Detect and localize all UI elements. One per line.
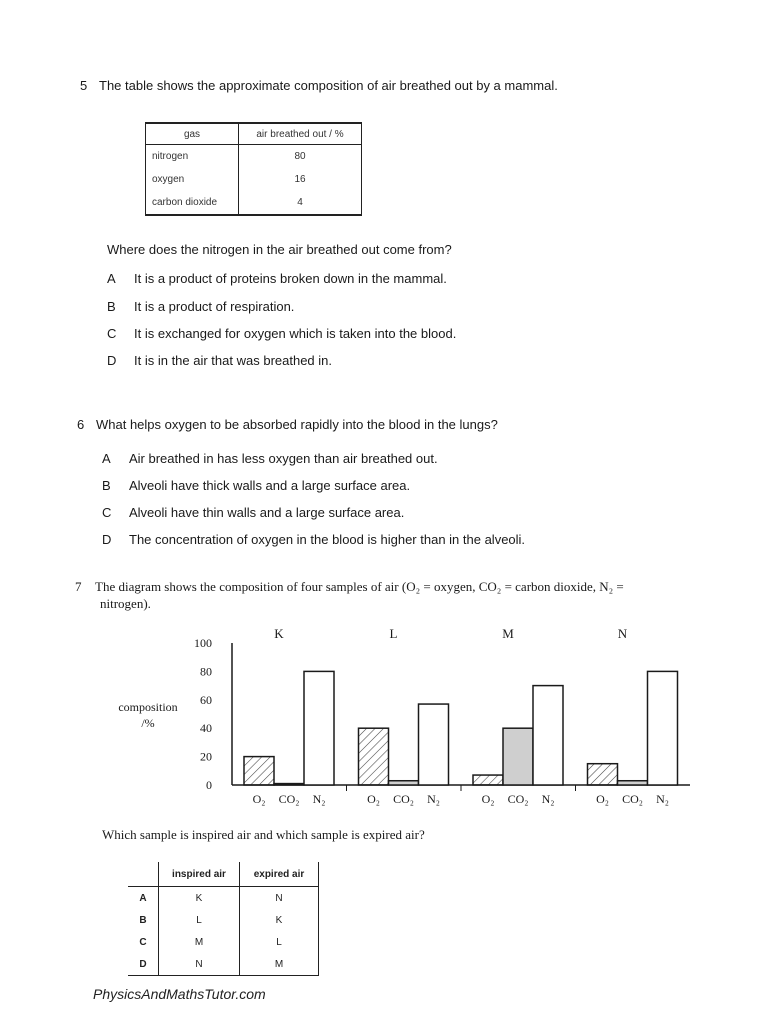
- bar-L-0: [359, 728, 389, 785]
- bar-K-2: [304, 671, 334, 785]
- q6-stem: What helps oxygen to be absorbed rapidly into the blood in the lungs?: [96, 417, 498, 432]
- y-tick-label: 100: [194, 636, 212, 650]
- x-category-label: N₂: [656, 792, 669, 806]
- x-category-label: N₂: [312, 792, 326, 806]
- y-tick-label: 80: [200, 664, 212, 679]
- bar-K-0: [244, 757, 274, 785]
- y-axis-label: composition: [118, 700, 178, 714]
- table-header-inspired: inspired air: [159, 862, 240, 887]
- x-category-label: CO₂: [393, 792, 414, 806]
- bar-N-0: [588, 764, 618, 785]
- q5-question: Where does the nitrogen in the air breathed out come from?: [107, 242, 452, 257]
- q6-option-text: Air breathed in has less oxygen than air breathed out.: [129, 451, 438, 466]
- bar-M-1: [503, 728, 533, 785]
- bar-K-1: [274, 784, 304, 785]
- x-category-label: CO₂: [278, 792, 300, 806]
- bar-L-1: [389, 781, 419, 785]
- q5-option-letter: C: [107, 326, 117, 341]
- q7-stem-line2: nitrogen).: [100, 596, 151, 611]
- q7-answer-table: [128, 862, 319, 976]
- gas-name: carbon dioxide: [146, 191, 239, 215]
- q5-option-letter: D: [107, 353, 117, 368]
- table-header-expired: expired air: [240, 862, 319, 887]
- x-category-label: O₂: [367, 792, 380, 806]
- table-header-blank: [128, 862, 159, 887]
- bar-N-2: [648, 671, 678, 785]
- table-header-percent: air breathed out / %: [239, 123, 362, 145]
- expired-sample: K: [240, 909, 319, 931]
- y-tick-label: 20: [200, 749, 212, 764]
- table-row: [128, 953, 319, 976]
- q5-option-letter: A: [107, 271, 116, 286]
- y-tick-label: 40: [200, 721, 212, 736]
- q6-option-letter: A: [102, 451, 111, 466]
- q7-question: Which sample is inspired air and which sample is expired air?: [102, 827, 425, 842]
- q5-option-text: It is in the air that was breathed in.: [134, 353, 332, 368]
- y-tick-label: 0: [206, 778, 212, 792]
- bar-M-2: [533, 686, 563, 785]
- x-category-label: N₂: [541, 792, 555, 806]
- x-category-label: CO₂: [507, 792, 529, 806]
- q5-number: 5: [80, 78, 88, 93]
- q7-stem-line1: The diagram shows the composition of four samples of air (O₂ = oxygen, CO₂ = carbon dioxide, N₂ =: [95, 579, 624, 594]
- gas-percent: 4: [239, 191, 362, 215]
- q6-option-text: Alveoli have thick walls and a large surface area.: [129, 478, 411, 493]
- sample-label: K: [274, 626, 284, 641]
- table-header-gas: gas: [146, 123, 239, 145]
- footer-site: PhysicsAndMathsTutor.com: [93, 986, 266, 1002]
- option-letter: C: [128, 931, 159, 953]
- sample-label: M: [502, 626, 514, 641]
- x-category-label: N₂: [427, 792, 440, 806]
- q6-option-text: Alveoli have thin walls and a large surface area.: [129, 505, 405, 520]
- q6-option-letter: B: [102, 478, 111, 493]
- q6-number: 6: [77, 417, 85, 432]
- inspired-sample: K: [159, 887, 240, 910]
- q6-option-letter: D: [102, 532, 112, 547]
- expired-sample: M: [240, 953, 319, 976]
- x-category-label: O₂: [252, 792, 266, 806]
- q6-option-text: The concentration of oxygen in the blood is higher than in the alveoli.: [129, 532, 526, 547]
- q6-option-letter: C: [102, 505, 112, 520]
- table-row: [128, 887, 319, 910]
- q5-option-text: It is a product of proteins broken down in the mammal.: [134, 271, 447, 286]
- bar-M-0: [473, 775, 503, 785]
- q5-stem: The table shows the approximate composition of air breathed out by a mammal.: [99, 78, 558, 93]
- x-category-label: O₂: [481, 792, 495, 806]
- option-letter: B: [128, 909, 159, 931]
- q7-number: 7: [75, 579, 82, 594]
- q5-option-text: It is a product of respiration.: [134, 299, 295, 314]
- bar-L-2: [419, 704, 449, 785]
- gas-name: oxygen: [146, 168, 239, 191]
- option-letter: D: [128, 953, 159, 976]
- expired-sample: L: [240, 931, 319, 953]
- y-tick-label: 60: [200, 692, 212, 707]
- expired-sample: N: [240, 887, 319, 910]
- q5-option-text: It is exchanged for oxygen which is taken into the blood.: [134, 326, 457, 341]
- bar-N-1: [618, 781, 648, 785]
- q5-option-letter: B: [107, 299, 116, 314]
- gas-percent: 80: [239, 145, 362, 169]
- gas-name: nitrogen: [146, 145, 239, 169]
- inspired-sample: L: [159, 909, 240, 931]
- y-axis-label: /%: [141, 716, 155, 730]
- inspired-sample: M: [159, 931, 240, 953]
- option-letter: A: [128, 887, 159, 910]
- x-category-label: CO₂: [622, 792, 643, 806]
- inspired-sample: N: [159, 953, 240, 976]
- sample-label: L: [389, 626, 398, 641]
- sample-label: N: [617, 626, 628, 641]
- table-row: [128, 931, 319, 953]
- x-category-label: O₂: [596, 792, 609, 806]
- table-row: [128, 909, 319, 931]
- gas-percent: 16: [239, 168, 362, 191]
